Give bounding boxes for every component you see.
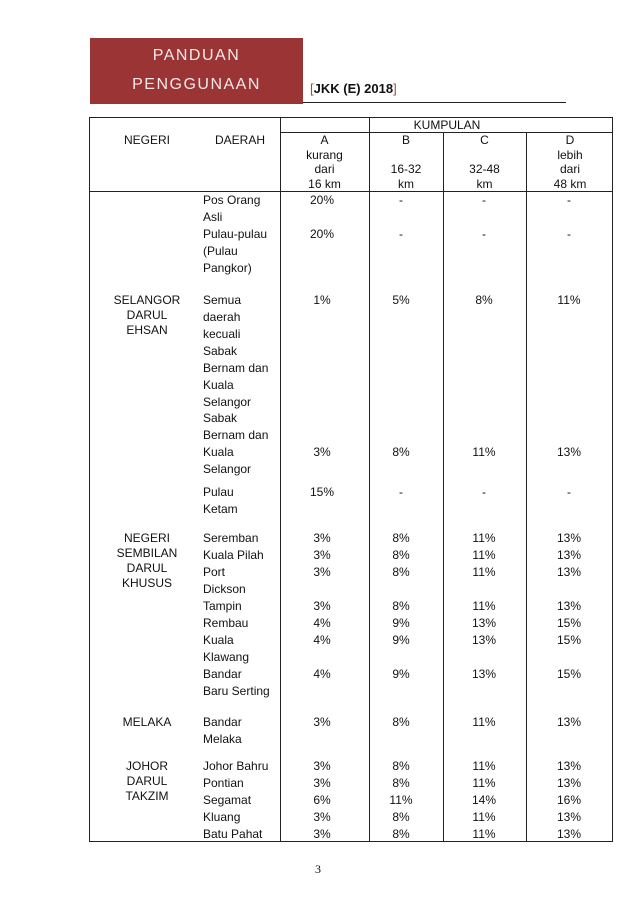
state-name-line: DARUL	[126, 308, 168, 322]
state-name-line: EHSAN	[126, 323, 168, 337]
rate-cell-a: 15%	[309, 485, 335, 499]
district-name-line: (Pulau	[203, 244, 238, 258]
col-divider	[369, 118, 370, 841]
rate-cell-c: 11%	[472, 548, 496, 562]
rate-cell-d: 13%	[556, 810, 582, 824]
group-a-line: 16 km	[308, 176, 341, 191]
rate-cell-c: -	[482, 193, 486, 207]
group-c-line: km	[476, 176, 493, 191]
group-c-line: 32-48	[469, 162, 500, 176]
district-name-line: daerah	[203, 310, 241, 324]
rate-cell-b: 9%	[392, 633, 410, 647]
district-name-line: Kuala Pilah	[203, 548, 264, 562]
district-name-line: Dickson	[203, 582, 246, 596]
rate-cell-a: 3%	[313, 548, 331, 562]
negeri-header: NEGERI	[123, 133, 171, 147]
title-banner	[90, 38, 303, 104]
col-divider	[526, 132, 527, 841]
rate-cell-c: 14%	[471, 793, 497, 807]
rate-cell-d: 13%	[556, 759, 582, 773]
rate-cell-d: 13%	[556, 827, 582, 841]
rate-cell-d: 16%	[556, 793, 582, 807]
rate-cell-a: 3%	[313, 776, 331, 790]
group-d-line: 48 km	[553, 176, 587, 191]
district-name-line: Semua	[203, 293, 242, 307]
group-b-line: B	[401, 133, 410, 147]
rate-cell-a: 3%	[313, 810, 331, 824]
rate-cell-a: 3%	[313, 759, 331, 773]
rate-cell-b: 8%	[392, 548, 410, 562]
district-name-line: Kuala	[203, 378, 234, 392]
rate-cell-b: 9%	[392, 667, 410, 681]
rate-cell-d: 13%	[556, 776, 582, 790]
district-name-line: kecuali	[203, 327, 241, 341]
rate-cell-b: 8%	[392, 776, 410, 790]
col-divider	[443, 132, 444, 841]
state-name-line: JOHOR	[126, 759, 168, 773]
rate-cell-c: -	[482, 227, 486, 241]
document-tag: [JKK (E) 2018]	[310, 81, 397, 96]
kumpulan-header: KUMPULAN	[413, 118, 481, 132]
rate-cell-d: 13%	[556, 599, 582, 613]
header-rule	[303, 102, 566, 103]
rate-cell-d: 13%	[556, 445, 582, 459]
group-a-line: kurang	[306, 147, 343, 162]
rate-cell-d: 13%	[556, 715, 582, 729]
district-name-line: Kuala	[203, 633, 234, 647]
rate-cell-c: -	[482, 485, 486, 499]
rate-cell-d: -	[567, 193, 571, 207]
district-name-line: Pangkor)	[203, 261, 252, 275]
district-name-line: Tampin	[203, 599, 242, 613]
rate-cell-b: 8%	[392, 565, 410, 579]
daerah-header: DAERAH	[214, 133, 266, 147]
rate-cell-b: 8%	[392, 715, 410, 729]
banner-title-line1: PANDUAN	[152, 47, 241, 64]
rate-cell-c: 11%	[472, 810, 496, 824]
rate-cell-a: 6%	[313, 793, 331, 807]
rates-table	[89, 117, 613, 842]
district-name-line: Bandar	[203, 715, 242, 729]
rate-cell-d: 13%	[556, 565, 582, 579]
rate-cell-b: 8%	[392, 445, 410, 459]
rate-cell-c: 13%	[471, 633, 497, 647]
state-name-line: DARUL	[126, 561, 168, 575]
state-name-line: TAKZIM	[125, 789, 169, 803]
district-name-line: Kuala	[203, 445, 234, 459]
rate-cell-a: 4%	[313, 616, 331, 630]
rate-cell-c: 11%	[472, 759, 496, 773]
district-name-line: Segamat	[203, 793, 252, 807]
rate-cell-a: 3%	[313, 445, 331, 459]
rate-cell-d: -	[567, 227, 571, 241]
rate-cell-b: -	[399, 193, 403, 207]
rate-cell-d: 15%	[556, 667, 582, 681]
group-c-line: C	[480, 133, 489, 147]
rate-cell-b: 5%	[392, 293, 410, 307]
rate-cell-c: 11%	[472, 531, 496, 545]
group-d-line: D	[565, 133, 575, 147]
rate-cell-a: 3%	[313, 565, 331, 579]
group-b-line: 16-32	[390, 162, 422, 176]
rate-cell-c: 8%	[475, 293, 493, 307]
district-name-line: Pos Orang	[203, 193, 261, 207]
rate-cell-b: 11%	[389, 793, 413, 807]
district-name-line: Selangor	[203, 462, 252, 476]
rate-cell-a: 3%	[313, 827, 331, 841]
district-name-line: Kluang	[203, 810, 241, 824]
rate-cell-d: 15%	[556, 633, 582, 647]
district-name-line: Melaka	[203, 732, 242, 746]
district-name-line: Seremban	[203, 531, 259, 545]
district-name-line: Johor Bahru	[203, 759, 269, 773]
rate-cell-a: 3%	[313, 599, 331, 613]
district-name-line: Batu Pahat	[203, 827, 263, 841]
rate-cell-d: -	[567, 485, 571, 499]
rate-cell-c: 11%	[472, 599, 496, 613]
rate-cell-d: 13%	[556, 531, 582, 545]
rate-cell-b: 8%	[392, 810, 410, 824]
district-name-line: Bandar	[203, 667, 242, 681]
district-name-line: Pontian	[203, 776, 244, 790]
group-a-line: A	[320, 133, 329, 147]
rate-cell-a: 4%	[313, 667, 331, 681]
state-name-line: NEGERI	[123, 531, 171, 545]
group-a-line: dari	[314, 162, 335, 176]
rate-cell-b: 8%	[392, 827, 410, 841]
district-name-line: Klawang	[203, 650, 250, 664]
rate-cell-c: 11%	[472, 827, 496, 841]
banner-title-line2: PENGGUNAAN	[132, 76, 261, 93]
rate-cell-b: -	[399, 227, 403, 241]
rate-cell-a: 20%	[309, 193, 335, 207]
rate-cell-a: 3%	[313, 715, 331, 729]
rate-cell-b: 9%	[392, 616, 410, 630]
document-tag-text: JKK (E) 2018	[313, 81, 394, 96]
rate-cell-b: 8%	[392, 599, 410, 613]
rate-cell-c: 11%	[472, 776, 496, 790]
group-b-line: km	[398, 176, 414, 191]
rate-cell-c: 13%	[471, 616, 497, 630]
state-name-line: SEMBILAN	[116, 546, 178, 560]
rate-cell-d: 11%	[557, 293, 581, 307]
district-name-line: Sabak	[203, 344, 238, 358]
rate-cell-c: 11%	[472, 715, 496, 729]
district-name-line: Ketam	[203, 502, 238, 516]
page-number: 3	[315, 862, 321, 876]
rate-cell-b: -	[399, 485, 403, 499]
state-name-line: MELAKA	[122, 715, 172, 729]
rate-cell-d: 15%	[556, 616, 582, 630]
rate-cell-a: 1%	[313, 293, 331, 307]
rate-cell-a: 4%	[313, 633, 331, 647]
rate-cell-a: 20%	[309, 227, 335, 241]
district-name-line: Pulau-pulau	[203, 227, 268, 241]
district-name-line: Bernam dan	[203, 428, 269, 442]
district-name-line: Pulau	[203, 485, 234, 499]
rate-cell-c: 13%	[471, 667, 497, 681]
rate-cell-c: 11%	[472, 445, 496, 459]
group-d-line: dari	[559, 162, 580, 176]
district-name-line: Rembau	[203, 616, 249, 630]
group-d-line: lebih	[557, 147, 583, 162]
district-name-line: Baru Serting	[203, 684, 270, 698]
rate-cell-a: 3%	[313, 531, 331, 545]
state-name-line: KHUSUS	[121, 576, 173, 590]
district-name-line: Port	[203, 565, 226, 579]
rate-cell-b: 8%	[392, 759, 410, 773]
district-name-line: Selangor	[203, 395, 252, 409]
rate-cell-b: 8%	[392, 531, 410, 545]
col-divider	[280, 118, 281, 841]
state-name-line: SELANGOR	[113, 293, 181, 307]
rate-cell-d: 13%	[556, 548, 582, 562]
district-name-line: Sabak	[203, 411, 238, 425]
state-name-line: DARUL	[126, 774, 168, 788]
district-name-line: Asli	[203, 210, 223, 224]
rate-cell-c: 11%	[472, 565, 496, 579]
district-name-line: Bernam dan	[203, 361, 269, 375]
